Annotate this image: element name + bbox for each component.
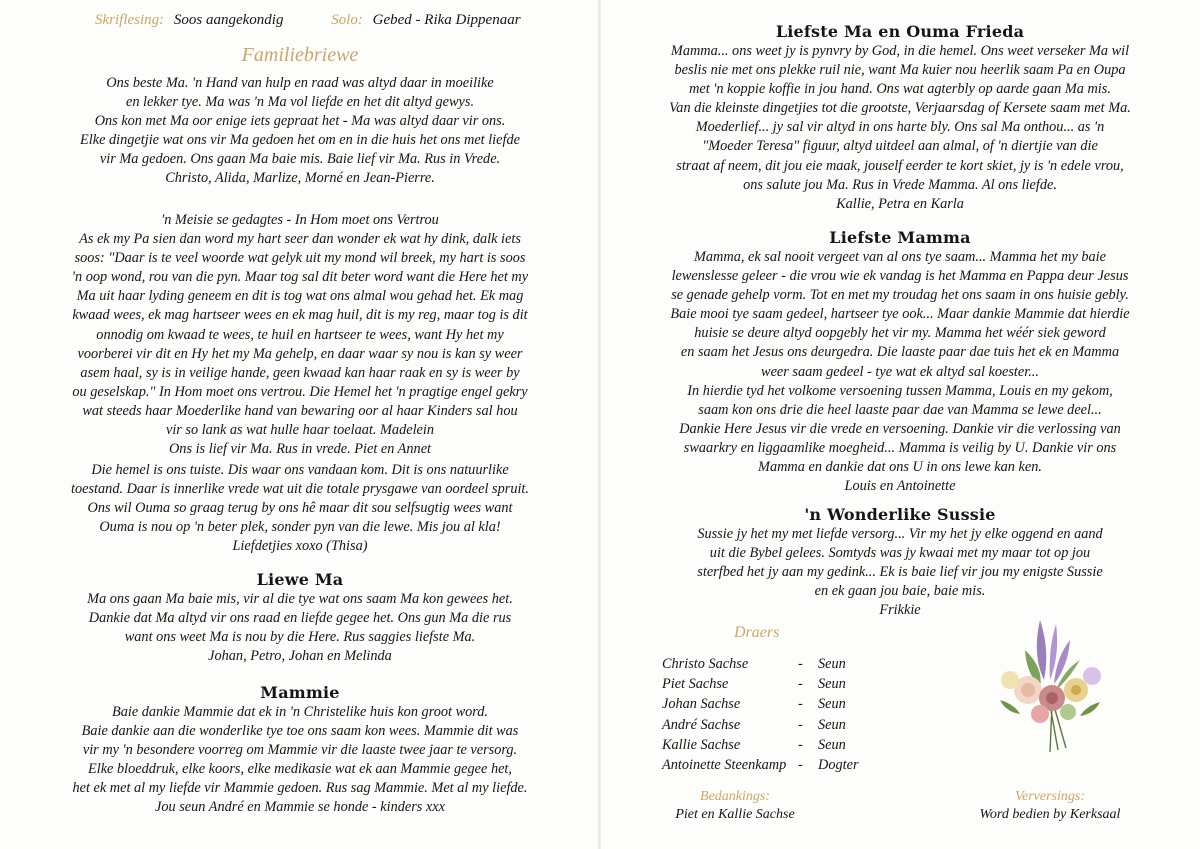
- text-line: Liefdetjies xoxo (Thisa): [232, 538, 368, 555]
- bearer-name: Antoinette Steenkamp: [662, 756, 787, 773]
- text-line: want ons weet Ma is nou by die Here. Rus saggies liefste Ma.: [124, 629, 476, 646]
- letter-8: [600, 505, 1200, 620]
- bearer-row: [662, 715, 878, 735]
- text-line: Ma ons gaan Ma baie mis, vir al die tye wat ons saam Ma kon gewees het.: [87, 591, 513, 607]
- text-line: onnodig om kwaad te wees, te huil en hartseer te wees, want Hy het my: [96, 326, 504, 343]
- text-line: ons salute jou Ma. Rus in Vrede Mamma. Al ons liefde.: [743, 176, 1057, 193]
- text-line: vir so lank as wat hulle haar toelaat. Madelein: [165, 422, 435, 439]
- text-line: 'n Meisie se gedagtes - In Hom moet ons Vertrou: [161, 212, 439, 228]
- letter-4-heading: Liewe Ma: [256, 570, 344, 589]
- text-line: soos: "Daar is te veel woorde wat gelyk uit my mond wil breek, my hart is soos: [74, 250, 526, 267]
- text-line: Mamma en dankie dat ons U in ons lewe kan ken.: [758, 459, 1042, 476]
- letter-4-body: [0, 590, 600, 666]
- text-line: lewenslesse geleer - die vrou wie ek vandag is het Mamma en Pappa deur Jesus: [671, 268, 1129, 285]
- text-line: se genade gehelp vorm. Tot en met my troudag het ons saam in ons huisie gebly.: [671, 287, 1129, 304]
- text-line: 'n oop wond, rou van die pyn. Maar tog sal dit beter word want die Here het my: [71, 269, 529, 286]
- thanks: [665, 788, 805, 824]
- text-line: Dankie Here Jesus vir die vrede en versoening. Dankie vir die verlossing van: [679, 420, 1121, 437]
- letter-1: [0, 74, 600, 189]
- text-line: Ma uit haar lyding geneem en dit is tog wat ons almal wou gehad het. Ek mag: [76, 288, 524, 305]
- family-letters-heading: Familiebriewe: [241, 44, 359, 66]
- solo-value: Gebed - Rika Dippenaar: [372, 12, 521, 28]
- bearer-name: Piet Sachse: [662, 676, 729, 693]
- text-line: wat steeds haar Moederlike hand van bewaring oor al haar Kinders sal hou: [82, 402, 518, 419]
- bearer-name: Kallie Sachse: [662, 736, 741, 753]
- letter-6-heading: Liefste Ma en Ouma Frieda: [775, 22, 1025, 41]
- thanks-value: Piet en Kallie Sachse: [675, 807, 795, 822]
- letter-6-body: [600, 42, 1200, 214]
- text-line: Van die kleinste dingetjies tot die grootste, Verjaarsdag of Kersete saam met Ma.: [669, 100, 1131, 117]
- bearer-row: [662, 654, 878, 674]
- text-line: Ons wil Ouma so graag terug by ons hê maar dit sou selfsugtig wees want: [87, 500, 513, 517]
- text-line: Baie mooi tye saam gedeel, hartseer tye ook... Maar dankie Mammie dat hierdie: [670, 306, 1130, 323]
- letter-5-heading: Mammie: [260, 683, 340, 702]
- bearer-relation: Seun: [818, 656, 846, 672]
- text-line: Baie dankie aan die wonderlike tye toe ons saam kon wees. Mammie dit was: [81, 723, 519, 740]
- text-line: toestand. Daar is innerlike vrede wat uit die totale prysgawe van oordeel spruit.: [71, 481, 529, 498]
- text-line: As ek my Pa sien dan word my hart seer dan wonder ek wat hy dink, dalk iets: [79, 231, 521, 248]
- text-line: Dankie dat Ma altyd vir ons raad en liefde gegee het. Ons gun Ma die rus: [88, 610, 512, 627]
- bearer-name: Christo Sachse: [662, 656, 749, 672]
- text-line: ou geselskap." In Hom moet ons vertrou. Die Hemel het 'n pragtige engel gekry: [72, 383, 528, 400]
- text-line: Elke dingetjie wat ons vir Ma gedoen het om en in die huis het ons met liefde: [80, 132, 520, 149]
- letter-7-body: [600, 248, 1200, 496]
- text-line: Jou seun André en Mammie se honde - kinders xxx: [155, 799, 445, 816]
- letter-8-body: [600, 525, 1200, 620]
- text-line: Christo, Alida, Marlize, Morné en Jean-Pierre.: [165, 170, 435, 187]
- text-line: sterfbed het jy aan my gedink... Ek is baie lief vir jou my enigste Sussie: [697, 564, 1103, 581]
- text-line: Ons is lief vir Ma. Rus in vrede. Piet en Annet: [168, 441, 432, 458]
- letter-5-body: [0, 703, 600, 818]
- refreshments-value: Word bedien by Kerksaal: [979, 807, 1121, 822]
- text-line: Baie dankie Mammie dat ek in 'n Christelike huis kon groot word.: [111, 704, 489, 720]
- scripture-label: Skriflesing:: [95, 12, 165, 28]
- bearer-relation: Seun: [818, 716, 846, 733]
- letter-2: [0, 211, 600, 459]
- separator-dash: -: [798, 696, 803, 713]
- program-row: [95, 12, 521, 29]
- text-line: Frikkie: [879, 602, 921, 619]
- separator-dash: -: [798, 656, 803, 672]
- text-line: In hierdie tyd het volkome versoening tussen Mamma, Louis en my gekom,: [687, 382, 1113, 399]
- text-line: Ouma is nou op 'n beter plek, sonder pyn van die lewe. Mis jou al kla!: [99, 519, 501, 536]
- refreshments-label: Verversings:: [1015, 789, 1085, 804]
- text-line: het ek met al my liefde vir Mammie gedoen. Rus sag Mammie. Met al my liefde.: [72, 780, 528, 797]
- scripture-value: Soos aangekondig: [173, 12, 284, 28]
- bearer-row: [662, 674, 878, 694]
- bearer-name: André Sachse: [662, 716, 741, 733]
- text-line: "Moeder Teresa" figuur, altyd uitdeel aan almal, of 'n diertjie van die: [702, 138, 1098, 155]
- text-line: Ons beste Ma. 'n Hand van hulp en raad was altyd daar in moeilike: [106, 75, 494, 91]
- bearers-heading: Draers: [734, 624, 780, 641]
- flower-bouquet-icon: [980, 610, 1120, 755]
- text-line: vir my 'n besondere voorreg om Mammie vir die laaste twee jaar te versorg.: [82, 742, 518, 759]
- bearer-relation: Seun: [818, 736, 846, 753]
- letter-7: [600, 228, 1200, 496]
- text-line: asem haal, sy is in veilige hande, geen kwaad kan haar raak en sy is weer by: [80, 364, 520, 381]
- text-line: Louis en Antoinette: [844, 478, 956, 495]
- bearer-name: Johan Sachse: [662, 696, 741, 713]
- bearer-relation: Seun: [818, 696, 846, 713]
- thanks-label: Bedankings:: [700, 789, 770, 804]
- separator-dash: -: [798, 716, 803, 733]
- bearer-row: [662, 755, 878, 775]
- text-line: Mamma... ons weet jy is pynvry by God, in die hemel. Ons weet verseker Ma wil: [670, 43, 1130, 59]
- text-line: Mamma, ek sal nooit vergeet van al ons tye saam... Mamma het my baie: [694, 249, 1106, 265]
- letter-6: [600, 22, 1200, 214]
- letter-8-heading: 'n Wonderlike Sussie: [804, 505, 996, 524]
- text-line: uit die Bybel gelees. Somtyds was jy kwaai met my maar tot op jou: [709, 545, 1091, 562]
- text-line: saam kon ons drie die heel laaste paar dae van Mamma se lewe deel...: [698, 401, 1102, 418]
- text-line: Sussie jy het my met liefde versorg... Vir my het jy elke oggend en aand: [697, 526, 1103, 542]
- bearers-list: [662, 654, 878, 775]
- text-line: beslis nie met ons plekke ruil nie, want Ma kuier nou heerlik saam Pa en Oupa: [674, 62, 1126, 79]
- text-line: en ek gaan jou baie, baie mis.: [814, 583, 986, 600]
- text-line: Die hemel is ons tuiste. Dis waar ons vandaan kom. Dit is ons natuurlike: [91, 462, 509, 478]
- text-line: Moederlief... jy sal vir altyd in ons harte bly. Ons sal Ma onthou... as 'n: [695, 119, 1105, 136]
- letter-4: [0, 570, 600, 666]
- text-line: vir Ma gedoen. Ons gaan Ma baie mis. Baie lief vir Ma. Rus in Vrede.: [99, 151, 501, 168]
- text-line: en saam het Jesus ons deurgedra. Die laaste paar dae tuis het ek en Mamma: [680, 344, 1120, 361]
- text-line: huisie se deure altyd oopgebly het vir my. Mamma het wéér siek geword: [694, 325, 1106, 342]
- separator-dash: -: [798, 756, 803, 773]
- separator-dash: -: [798, 676, 803, 693]
- letter-7-heading: Liefste Mamma: [829, 228, 971, 247]
- text-line: voorberei vir dit en Hy het my Ma gehelp, en daar waar sy nou is kan sy weer: [77, 345, 523, 362]
- letter-3: [0, 461, 600, 556]
- text-line: en lekker tye. Ma was 'n Ma vol liefde en het dit altyd gewys.: [125, 94, 475, 111]
- text-line: kwaad wees, ek mag hartseer wees en ek mag huil, dit is my reg, maar tog is dit: [72, 307, 528, 324]
- separator-dash: -: [798, 736, 803, 753]
- bearer-row: [662, 735, 878, 755]
- text-line: Johan, Petro, Johan en Melinda: [208, 648, 392, 665]
- refreshments: [950, 788, 1150, 824]
- letter-5: [0, 683, 600, 818]
- text-line: weer saam gedeel - tye wat ek altyd sal koester...: [761, 363, 1039, 380]
- text-line: swaarkry en liggaamlike moegheid... Mamma is veilig by U. Dankie vir ons: [683, 439, 1117, 456]
- text-line: Ons kon met Ma oor enige iets gepraat het - Ma was altyd daar vir ons.: [94, 113, 506, 130]
- text-line: met 'n koppie koffie in jou hand. Ons wat agterbly op aarde gaan Ma mis.: [689, 81, 1111, 98]
- text-line: straat af neem, dit jou eie maak, jouself eerder te kort skiet, jy is 'n edele vrou,: [676, 157, 1124, 174]
- text-line: Elke bloeddruk, elke koors, elke medikasie wat ek aan Mammie gegee het,: [88, 761, 512, 778]
- text-line: Kallie, Petra en Karla: [836, 195, 964, 212]
- solo-label: Solo:: [331, 12, 363, 28]
- bearer-relation: Dogter: [818, 756, 859, 773]
- bearer-relation: Seun: [818, 676, 846, 693]
- bearer-row: [662, 694, 878, 714]
